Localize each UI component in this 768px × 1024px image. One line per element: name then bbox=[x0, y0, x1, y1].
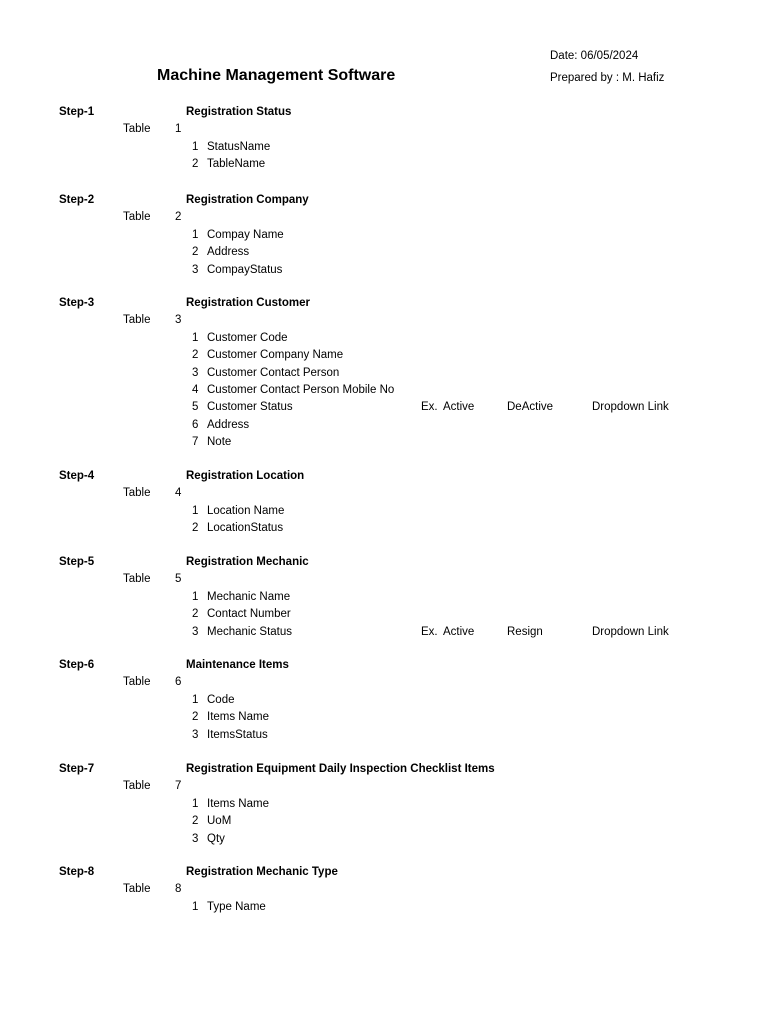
field-number: 3 bbox=[192, 263, 199, 276]
field-number: 1 bbox=[192, 228, 199, 241]
table-label: Table bbox=[123, 314, 151, 327]
field-number: 1 bbox=[192, 140, 199, 153]
field-number: 2 bbox=[192, 608, 199, 621]
field-name: StatusName bbox=[207, 140, 271, 153]
field-number: 2 bbox=[192, 711, 199, 724]
dropdown-link-note: Dropdown Link bbox=[592, 401, 669, 414]
field-number: 6 bbox=[192, 418, 199, 431]
step-heading: Registration Status bbox=[186, 106, 292, 118]
field-name: Address bbox=[207, 246, 250, 259]
table-number: 3 bbox=[175, 314, 182, 327]
table-label: Table bbox=[123, 883, 151, 896]
field-name: Customer Contact Person Mobile No bbox=[207, 384, 395, 396]
table-label: Table bbox=[123, 676, 151, 689]
field-name: Contact Number bbox=[207, 608, 291, 621]
field-name: Compay Name bbox=[207, 228, 284, 241]
field-name: Items Name bbox=[207, 797, 269, 810]
field-number: 5 bbox=[192, 401, 199, 414]
table-number: 8 bbox=[175, 883, 182, 896]
field-number: 2 bbox=[192, 158, 199, 171]
field-name: Customer Status bbox=[207, 401, 293, 414]
field-name: Items Name bbox=[207, 711, 269, 724]
page-title: Machine Management Software bbox=[157, 67, 396, 84]
field-number: 3 bbox=[192, 625, 199, 638]
table-number: 1 bbox=[175, 123, 182, 136]
field-name: Address bbox=[207, 418, 250, 431]
field-name: Type Name bbox=[207, 900, 266, 913]
field-number: 1 bbox=[192, 693, 199, 706]
step-heading: Registration Location bbox=[186, 470, 305, 482]
field-number: 7 bbox=[192, 436, 199, 449]
field-name: Customer Company Name bbox=[207, 349, 344, 362]
step-heading: Registration Mechanic bbox=[186, 556, 309, 568]
field-number: 3 bbox=[192, 366, 199, 379]
field-name: CompayStatus bbox=[207, 263, 283, 276]
example-option: Resign bbox=[507, 625, 543, 638]
field-number: 3 bbox=[192, 832, 199, 845]
field-number: 1 bbox=[192, 331, 199, 344]
table-number: 2 bbox=[175, 211, 182, 224]
example-label: Ex. bbox=[421, 625, 438, 638]
field-number: 2 bbox=[192, 349, 199, 362]
step-label: Step-4 bbox=[59, 470, 95, 482]
step-label: Step-2 bbox=[59, 194, 95, 206]
field-name: Customer Code bbox=[207, 331, 288, 344]
table-label: Table bbox=[123, 211, 151, 224]
field-number: 2 bbox=[192, 246, 199, 259]
step-label: Step-6 bbox=[59, 659, 95, 671]
field-number: 3 bbox=[192, 728, 199, 741]
field-name: LocationStatus bbox=[207, 522, 284, 535]
step-heading: Registration Equipment Daily Inspection Checklist Items bbox=[186, 763, 495, 775]
date-label: Date: 06/05/2024 bbox=[550, 50, 639, 62]
step-heading: Maintenance Items bbox=[186, 659, 289, 671]
table-number: 6 bbox=[175, 676, 182, 689]
field-name: TableName bbox=[207, 158, 266, 171]
prepared-by-label: Prepared by : M. Hafiz bbox=[550, 72, 665, 84]
example-label: Ex. bbox=[421, 401, 438, 414]
field-name: Code bbox=[207, 693, 235, 706]
field-name: Note bbox=[207, 436, 232, 449]
table-label: Table bbox=[123, 573, 151, 586]
example-option: Active bbox=[443, 625, 475, 638]
field-name: Customer Contact Person bbox=[207, 366, 340, 379]
step-label: Step-8 bbox=[59, 866, 95, 878]
example-option: DeActive bbox=[507, 401, 554, 414]
step-heading: Registration Customer bbox=[186, 297, 310, 309]
example-option: Active bbox=[443, 401, 475, 414]
table-number: 4 bbox=[175, 487, 182, 500]
field-number: 1 bbox=[192, 900, 199, 913]
step-label: Step-3 bbox=[59, 297, 95, 309]
step-label: Step-7 bbox=[59, 763, 95, 775]
table-number: 5 bbox=[175, 573, 182, 586]
step-label: Step-5 bbox=[59, 556, 95, 568]
field-name: Location Name bbox=[207, 504, 285, 517]
field-name: Mechanic Name bbox=[207, 590, 291, 603]
field-number: 1 bbox=[192, 590, 199, 603]
table-label: Table bbox=[123, 123, 151, 136]
step-heading: Registration Mechanic Type bbox=[186, 866, 338, 878]
table-number: 7 bbox=[175, 780, 182, 793]
field-number: 2 bbox=[192, 815, 199, 828]
step-label: Step-1 bbox=[59, 106, 95, 118]
table-label: Table bbox=[123, 780, 151, 793]
step-heading: Registration Company bbox=[186, 194, 309, 206]
field-number: 4 bbox=[192, 384, 199, 396]
field-name: Qty bbox=[207, 832, 225, 845]
field-name: UoM bbox=[207, 815, 232, 828]
field-number: 1 bbox=[192, 797, 199, 810]
table-label: Table bbox=[123, 487, 151, 500]
field-name: ItemsStatus bbox=[207, 728, 268, 741]
field-number: 2 bbox=[192, 522, 199, 535]
field-name: Mechanic Status bbox=[207, 625, 293, 638]
dropdown-link-note: Dropdown Link bbox=[592, 625, 669, 638]
field-number: 1 bbox=[192, 504, 199, 517]
